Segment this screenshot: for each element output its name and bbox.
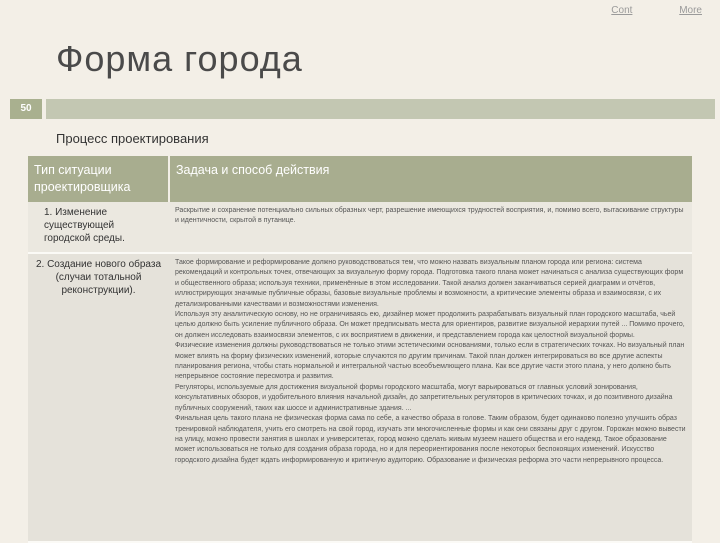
page-title: Форма города	[56, 38, 303, 79]
task-cell	[169, 253, 692, 542]
title-bar-gap	[42, 99, 46, 119]
situation-cell	[28, 202, 169, 253]
section-subtitle: Процесс проектирования	[56, 131, 209, 146]
situation-cell	[28, 253, 169, 542]
design-process-table	[28, 156, 692, 543]
header-task: Задача и способ действия	[169, 156, 692, 202]
task-paragraph: Используя эту аналитическую основу, но не ограничиваясь ею, дизайнер может продолжить разрабатывать визуальный план городского масштаба, чьей целью должно быть усиление публичного образа. Он может предписывать места для ориентиров, развитие визуальной иерархии путей ... Помимо прочего, он должен исследовать взаимосвязи элементов, с их восприятием в движении, и представлением города как целостной визуальной формы.	[175, 311, 685, 339]
next-link[interactable]: More	[679, 5, 702, 16]
title-bar	[10, 99, 715, 119]
table-header-row	[28, 156, 692, 202]
task-paragraph: Регуляторы, используемые для достижения визуальной формы городского масштаба, могут варьироваться от главных условий зонирования, консультативных обзоров, и удобительного влияния начальной дизайн, до запретительных регуляторов в критических точках, и до позитивного дизайна публичных сооружений, таких как шоссе и административные здания. ...	[175, 383, 673, 412]
slide-number: 50	[10, 99, 42, 119]
situation-text: 1. Изменение существующей городской среды.	[44, 207, 125, 244]
task-cell	[169, 202, 692, 253]
prev-link[interactable]: Cont	[611, 5, 633, 16]
header-situation-type: Тип ситуации проектировщика	[28, 156, 169, 202]
task-paragraph: Такое формирование и реформирование должно руководствоваться тем, что можно назвать визуальным планом города или региона: система рекомендаций и контрольных точек, отвечающих за визуальную форму города. Подготовка такого плана может начинаться с анализа существующих форм и общественного образа; используя техники, применённые в этом исследовании. Такой анализ должен заканчиваться серией диаграмм и отчётов, иллюстрирующих значимые публичные образы, базовые визуальные проблемы и возможности, а критические элементы образа и взаимосвязи, с их детализированными качествами и возможностями изменения.	[175, 259, 684, 308]
task-text: Раскрытие и сохранение потенциально сильных образных черт, разрешение имеющихся трудностей восприятия, и, помимо всего, вытаскивание структуры и идентичности, скрытой в путанице.	[175, 207, 684, 225]
top-nav	[567, 5, 702, 16]
table-row	[28, 202, 692, 253]
table-row	[28, 253, 692, 542]
situation-text: 2. Создание нового образа (случаи тотальной реконструкции).	[35, 259, 162, 296]
task-paragraph: Финальная цель такого плана не физическая форма сама по себе, а качество образа в голове. Таким образом, будет одинаково полезно улучшить образ тренировкой наблюдателя, учить его смотреть на свой город, изучать эти многочисленные формы и как они связаны друг с другом. Горожан можно вывести на улицу, можно провести занятия в школах и университетах, город можно сделать живым музеем нашего общества и его надежд. Такое образование может использоваться не только для создания образа города, но и для переориентирования после некоторых беспокоящих изменений. Искусство городского дизайна будет ждать информированную и критичную аудиторию. Образование и физическая реформа это части непрерывного процесса.	[175, 415, 686, 464]
task-paragraph: Физические изменения должны руководствоваться не только этими эстетическими основаниями, только если в стратегических точках. Но визуальный план может влиять на форму физических изменений, которые случаются по другим причинам. Такой план должен интегрироваться во все другие аспекты планирования региона, чтобы стать нормальной и интегральной частью всеобъемлющего плана. Как все другие части этого плана, у него должно быть непрерывное состояние пересмотра и развития.	[175, 342, 685, 381]
